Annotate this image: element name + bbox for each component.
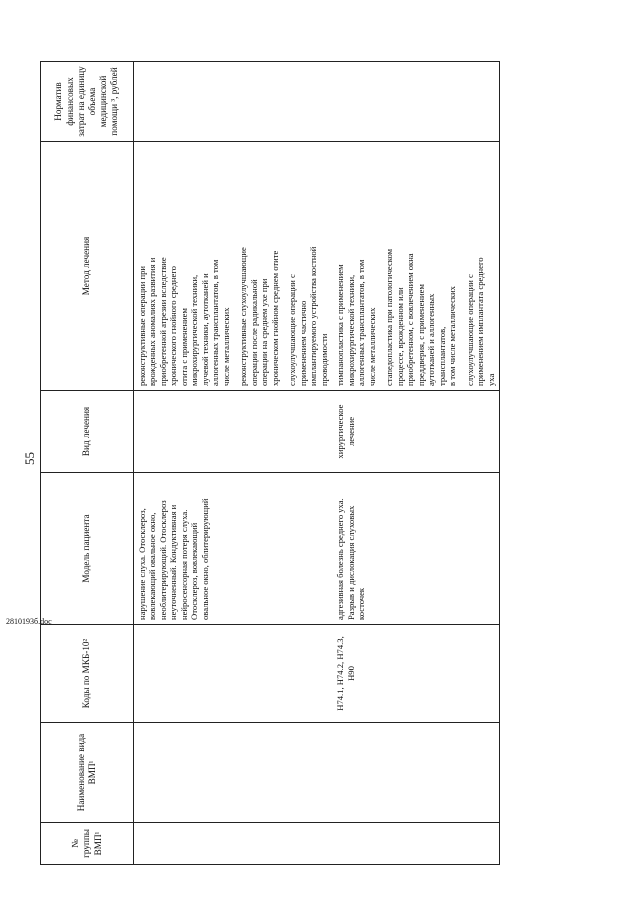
patient-model-line: адгезивная болезнь среднего уха. <box>335 498 346 620</box>
header-treatment-type: Вид лечения <box>41 391 134 473</box>
document-code: 2810193б.doc <box>6 617 52 626</box>
method-line: в том числе металлических <box>447 286 458 386</box>
method-line: аллогенных трансплантатов, в том <box>210 259 221 386</box>
method-line: процессе, врожденном или <box>394 287 405 386</box>
method-block <box>137 146 231 386</box>
method-block <box>335 146 377 386</box>
header-patient-model: Модель пациента <box>41 473 134 625</box>
method-line: операции после радикальной <box>248 279 259 386</box>
cell-icd-codes <box>134 625 333 723</box>
method-line: реконструктивные слухоулучшающие <box>238 247 249 386</box>
patient-model-line: Разрыв и дислокация слуховых <box>345 505 356 620</box>
method-line: приобретенной атрезии вследствие <box>157 257 168 386</box>
method-line: лучевой техники, аутотканей и <box>199 273 210 386</box>
cell-name <box>134 723 333 823</box>
patient-model-line: нарушение слуха. Отосклероз, <box>137 508 147 620</box>
method-block <box>384 146 457 386</box>
cell-patient-model <box>332 473 499 625</box>
header-cost-norm: Норматив финансовых затрат на единицу объема медицинской помощи ³, рублей <box>41 62 134 142</box>
method-line: применением имплантата среднего <box>475 257 486 386</box>
method-line: хроническом гнойном среднем отите <box>269 250 280 386</box>
table-body <box>134 62 500 865</box>
method-line: слухоулучшающие операции с <box>464 274 475 386</box>
method-line: операции на среднем ухе при <box>259 278 270 386</box>
patient-model-line: нейросенсорная потеря слуха. <box>178 509 189 620</box>
method-line: реконструктивные операции при <box>137 266 147 386</box>
treatment-table <box>40 61 500 865</box>
method-line: аутотканей и аллогенных <box>426 293 437 386</box>
method-line: микрохирургической техники, <box>189 274 200 386</box>
method-line: хронического гнойного среднего <box>168 266 179 386</box>
method-line: уха <box>485 373 496 386</box>
patient-model-line: вовлекающий овальное окно, <box>147 512 158 620</box>
method-line: микрохирургической техники, <box>345 274 356 386</box>
cell-group-no <box>134 823 333 865</box>
cell-icd-codes: H74.1, H74.2, H74.3, H90 <box>332 625 499 723</box>
method-block <box>465 146 496 386</box>
cell-cost-norm <box>134 62 333 142</box>
table-header-row <box>41 62 134 865</box>
cell-group-no <box>332 823 499 865</box>
cell-treatment-type: хирургическое лечение <box>332 391 499 473</box>
page-number: 55 <box>22 452 37 465</box>
cell-treatment-type <box>134 391 333 473</box>
cell-cost-norm <box>332 62 499 142</box>
header-treatment-method: Метод лечения <box>41 142 134 391</box>
method-line: слухоулучшающие операции с <box>287 274 298 386</box>
method-line: преддверия, с применением <box>415 284 426 386</box>
method-line: имплантируемого устройства костной <box>308 246 319 386</box>
method-line: отита с применением <box>178 308 189 386</box>
patient-model-line: косточек <box>356 587 367 620</box>
header-icd-codes: Коды по МКБ-10² <box>41 625 134 723</box>
method-line: приобретенном, с вовлечением окна <box>405 253 416 386</box>
cell-patient-model <box>134 473 333 625</box>
table-row <box>134 62 333 865</box>
patient-model-line: неуточненный. Кондуктивная и <box>168 504 179 620</box>
method-line: числе металлических <box>366 307 377 386</box>
header-group-no: № группы ВМП¹ <box>41 823 134 865</box>
patient-model-line: Отосклероз, вовлекающий <box>189 522 200 620</box>
cell-name <box>332 723 499 823</box>
method-line: стапедопластика при патологическом <box>384 248 395 386</box>
method-block <box>238 146 280 386</box>
method-line: тимпанопластика с применением <box>335 264 346 386</box>
method-line: применением частично <box>297 300 308 386</box>
method-line: проводимости <box>318 333 329 386</box>
header-name: Наименование вида ВМП¹ <box>41 723 134 823</box>
method-line: врожденных аномалиях развития и <box>147 257 158 386</box>
cell-treatment-method <box>134 142 333 391</box>
patient-model-line: овальное окно, облитерирующий <box>199 498 210 620</box>
table-row <box>332 62 499 865</box>
cell-treatment-method <box>332 142 499 391</box>
method-block <box>287 146 329 386</box>
method-line: числе металлических <box>220 307 231 386</box>
method-line: трансплантатов, <box>436 326 447 386</box>
method-line: аллогенных трансплантатов, в том <box>356 259 367 386</box>
patient-model-line: необлитерирующий. Отосклероз <box>157 500 168 620</box>
